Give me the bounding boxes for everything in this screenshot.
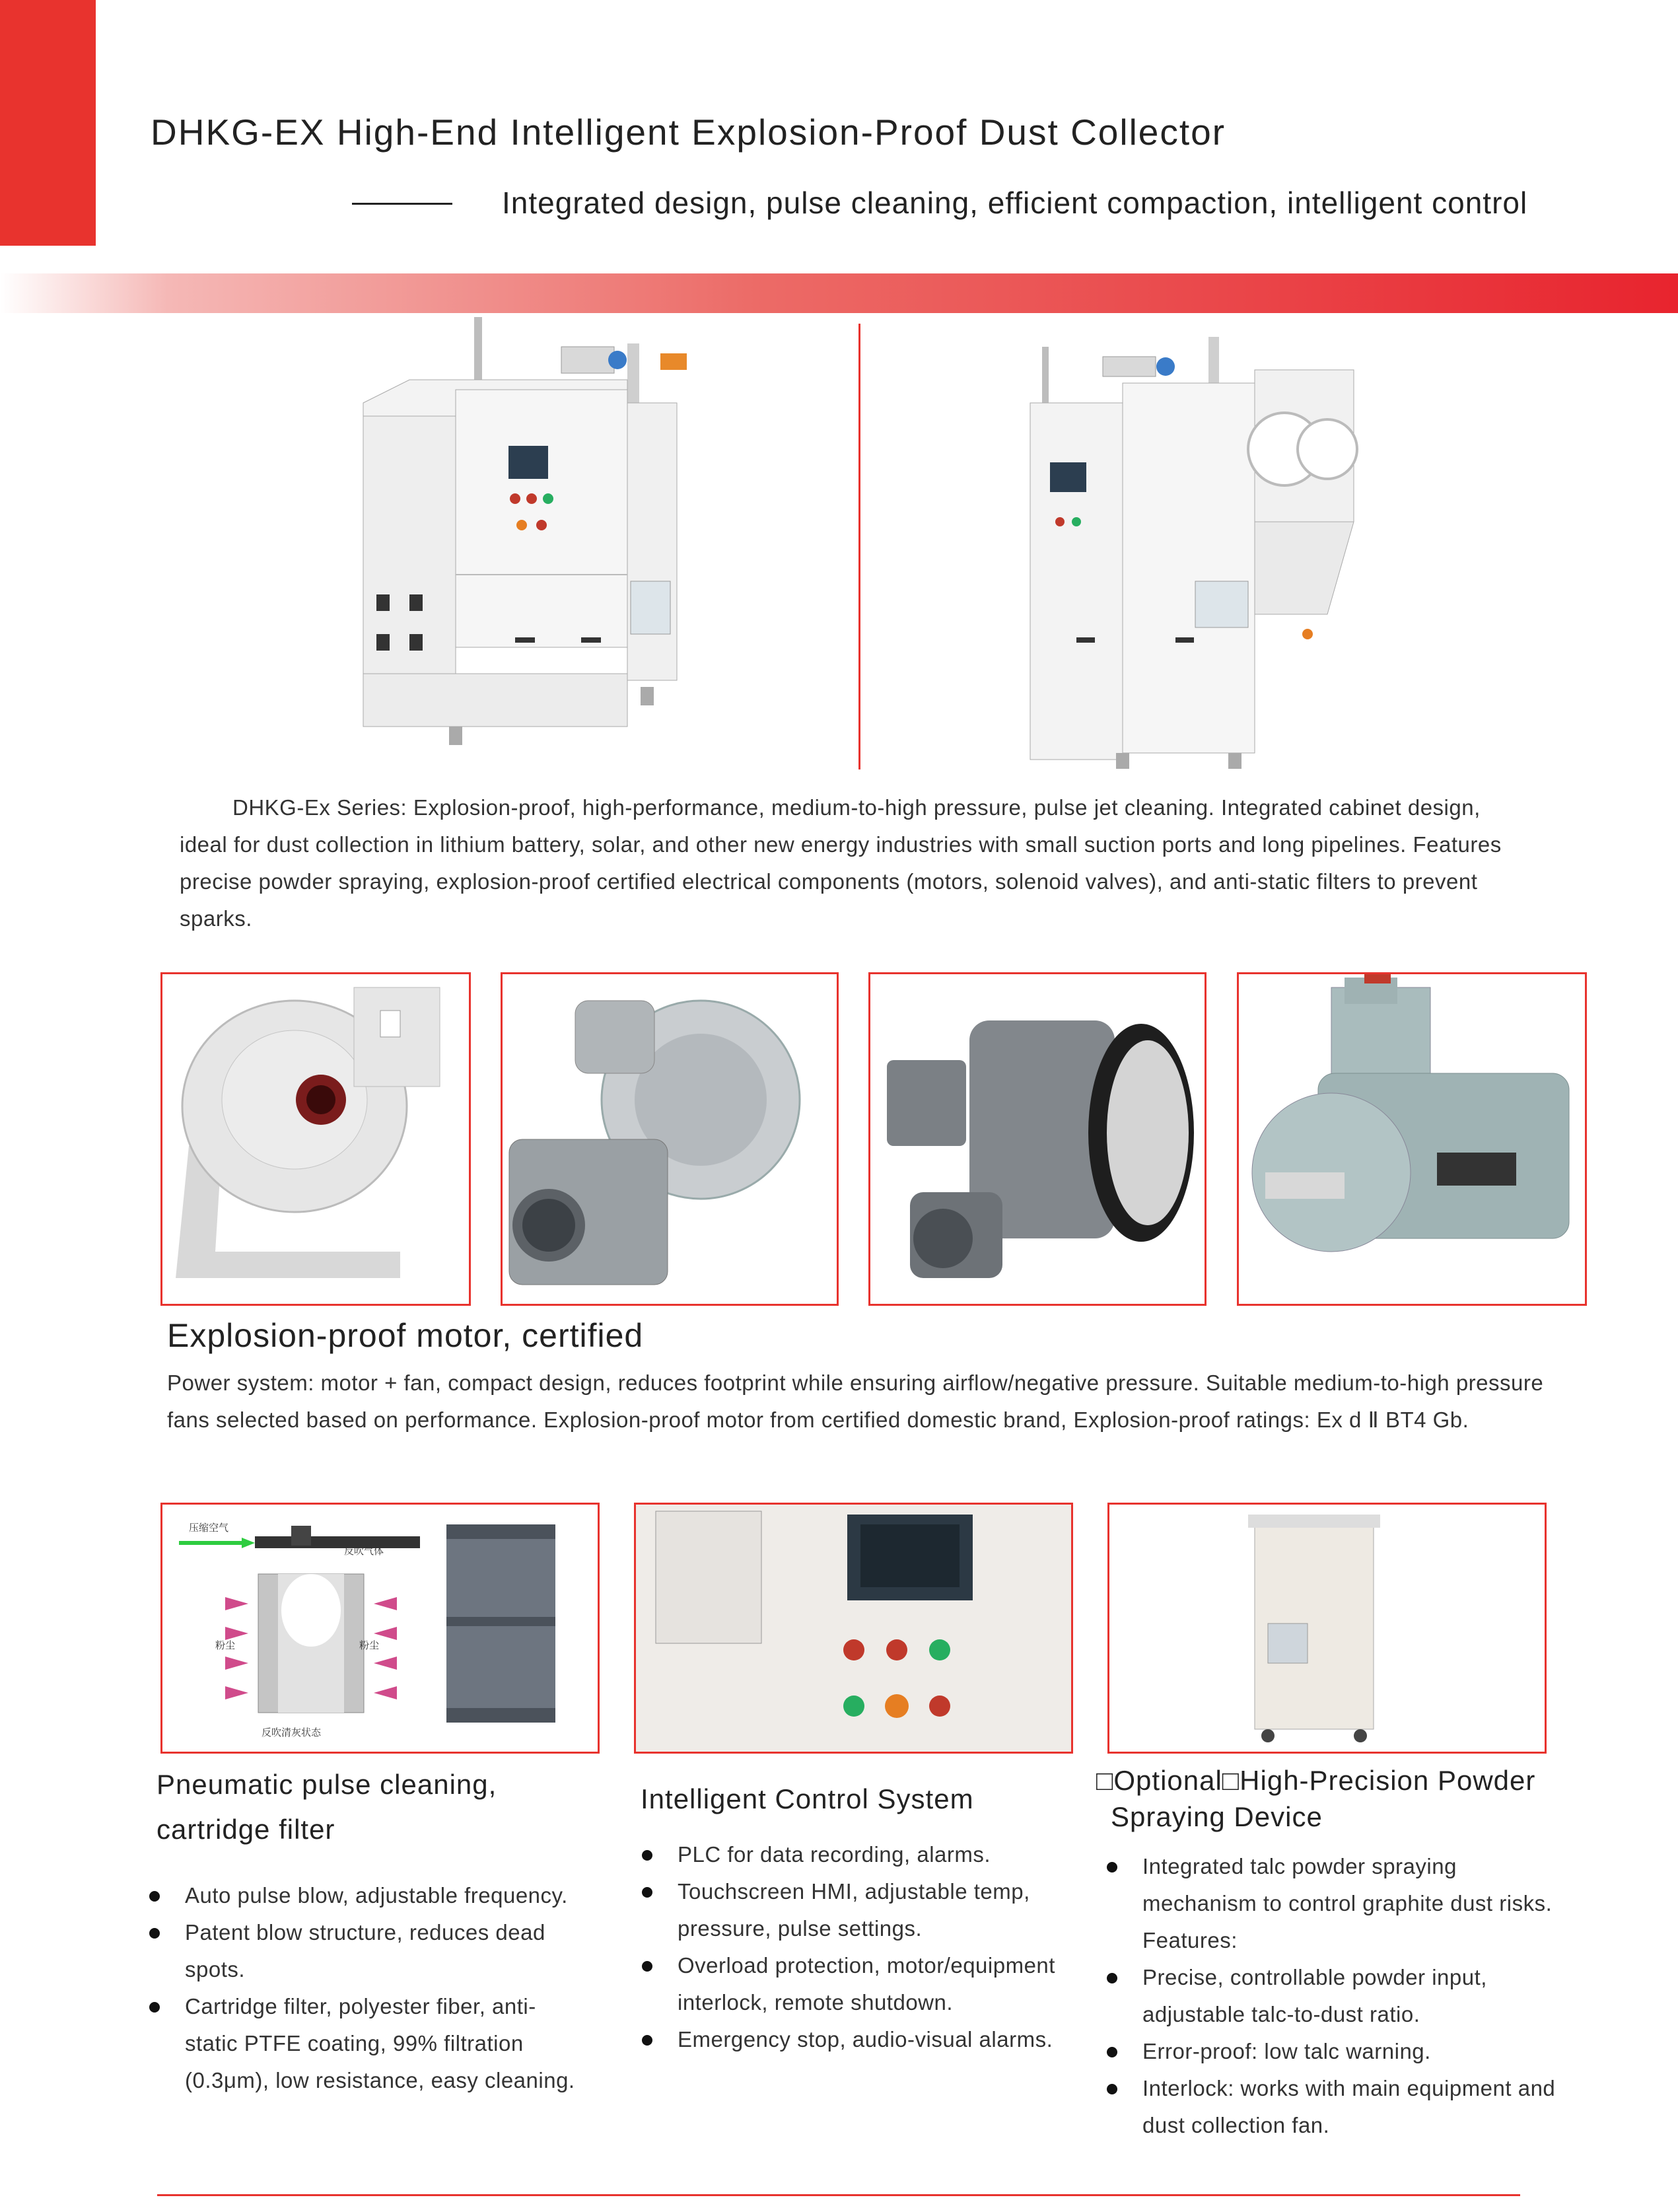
diagram-label-dust-right: 粉尘 — [359, 1639, 380, 1651]
page-subtitle: Integrated design, pulse cleaning, efficient compaction, intelligent control — [502, 186, 1528, 220]
list-item-text: Integrated talc powder spraying mechanism to control graphite dust risks. — [1142, 1854, 1553, 1915]
list-item — [149, 1877, 585, 1914]
bullet-icon — [642, 1887, 652, 1898]
fan-photo-1 — [160, 972, 471, 1306]
control-panel-photo — [634, 1503, 1073, 1754]
col1-heading — [157, 1762, 566, 1852]
col1-heading-line2: cartridge filter — [157, 1814, 335, 1845]
list-item — [642, 1947, 1078, 2021]
list-item — [149, 1914, 585, 1988]
col1-list — [149, 1877, 585, 2099]
col2-heading: Intelligent Control System — [641, 1783, 974, 1814]
filter-diagram-frame — [160, 1503, 600, 1754]
product-photo-right — [1017, 330, 1360, 779]
list-item-text: Precise, controllable powder input, adjustable talc-to-dust ratio. — [1142, 1965, 1487, 2026]
col3-heading — [1096, 1762, 1585, 1835]
product-photo-left — [350, 317, 693, 779]
list-item-text: Cartridge filter, polyester fiber, anti-static PTFE coating, 99% filtration (0.3μm), low resistance, easy cleaning. — [185, 1994, 575, 2092]
header-red-block — [0, 0, 96, 246]
blower-photo-2 — [501, 972, 839, 1306]
bullet-icon — [642, 1850, 652, 1861]
list-item-text: Error-proof: low talc warning. — [1142, 2039, 1431, 2063]
list-item — [642, 2021, 1078, 2058]
motor-photo-4 — [1237, 972, 1587, 1306]
col3-heading-line2: Spraying Device — [1111, 1801, 1323, 1832]
list-item-text: Auto pulse blow, adjustable frequency. — [185, 1883, 568, 1908]
filter-diagram — [162, 1505, 598, 1752]
list-item-text: Patent blow structure, reduces dead spots. — [185, 1920, 545, 1981]
intro-paragraph — [180, 789, 1514, 937]
list-item — [1107, 2070, 1562, 2144]
bullet-icon — [1107, 1862, 1117, 1873]
col3-heading-line1: □Optional□High-Precision Powder — [1096, 1765, 1536, 1796]
list-item — [642, 1836, 1078, 1873]
list-item-text: PLC for data recording, alarms. — [678, 1842, 991, 1867]
list-item-text: Interlock: works with main equipment and dust collection fan. — [1142, 2076, 1556, 2137]
bullet-icon — [1107, 2084, 1117, 2094]
subtitle-rule — [352, 203, 452, 205]
list-item-text: Overload protection, motor/equipment interlock, remote shutdown. — [678, 1953, 1055, 2015]
footer-rule — [157, 2194, 1520, 2196]
intro-text: DHKG-Ex Series: Explosion-proof, high-performance, medium-to-high pressure, pulse jet cleaning. Integrated cabinet design, ideal for dust collection in lithium battery, solar, and other new energy industries with small suction ports and long pipelines. Features precise powder spraying, explosion-proof certified electrical components (motors, solenoid valves), and anti-static filters to prevent sparks. — [180, 795, 1502, 931]
motor-heading: Explosion-proof motor, certified — [167, 1317, 644, 1354]
list-item — [1107, 1848, 1562, 1922]
col1-heading-line1: Pneumatic pulse cleaning, — [157, 1769, 497, 1800]
col3-list — [1107, 1848, 1562, 2144]
features-label: Features: — [1142, 1928, 1238, 1952]
powder-device-photo — [1107, 1503, 1547, 1754]
photo-divider — [858, 324, 860, 769]
diagram-label-inlet: 压缩空气 — [189, 1522, 229, 1534]
diagram-label-state: 反吹清灰状态 — [262, 1727, 322, 1738]
list-item — [1107, 1959, 1562, 2033]
bullet-icon — [1107, 1973, 1117, 1983]
list-item — [1107, 2033, 1562, 2070]
list-item — [149, 1988, 585, 2099]
bullet-icon — [149, 1928, 160, 1939]
motor-body: Power system: motor + fan, compact design, reduces footprint while ensuring airflow/negative pressure. Suitable medium-to-high pressure fans selected based on performance. Explosion-proof motor from certified domestic brand, Explosion-proof ratings: Ex d Ⅱ BT4 Gb. — [167, 1371, 1544, 1432]
list-item-text: Emergency stop, audio-visual alarms. — [678, 2027, 1053, 2051]
diagram-label-dust-left: 粉尘 — [215, 1639, 236, 1651]
bullet-icon — [642, 2035, 652, 2046]
list-item-text: Touchscreen HMI, adjustable temp, pressure, pulse settings. — [678, 1879, 1030, 1941]
bullet-icon — [1107, 2047, 1117, 2057]
col2-list — [642, 1836, 1078, 2058]
bullet-icon — [149, 2002, 160, 2013]
bullet-icon — [642, 1961, 652, 1972]
list-item — [642, 1873, 1078, 1947]
diagram-label-reverse: 反吹气体 — [344, 1545, 384, 1557]
page-title: DHKG-EX High-End Intelligent Explosion-Proof Dust Collector — [151, 112, 1226, 153]
bullet-icon — [149, 1891, 160, 1902]
gradient-banner — [0, 273, 1678, 313]
blower-photo-3 — [868, 972, 1206, 1306]
